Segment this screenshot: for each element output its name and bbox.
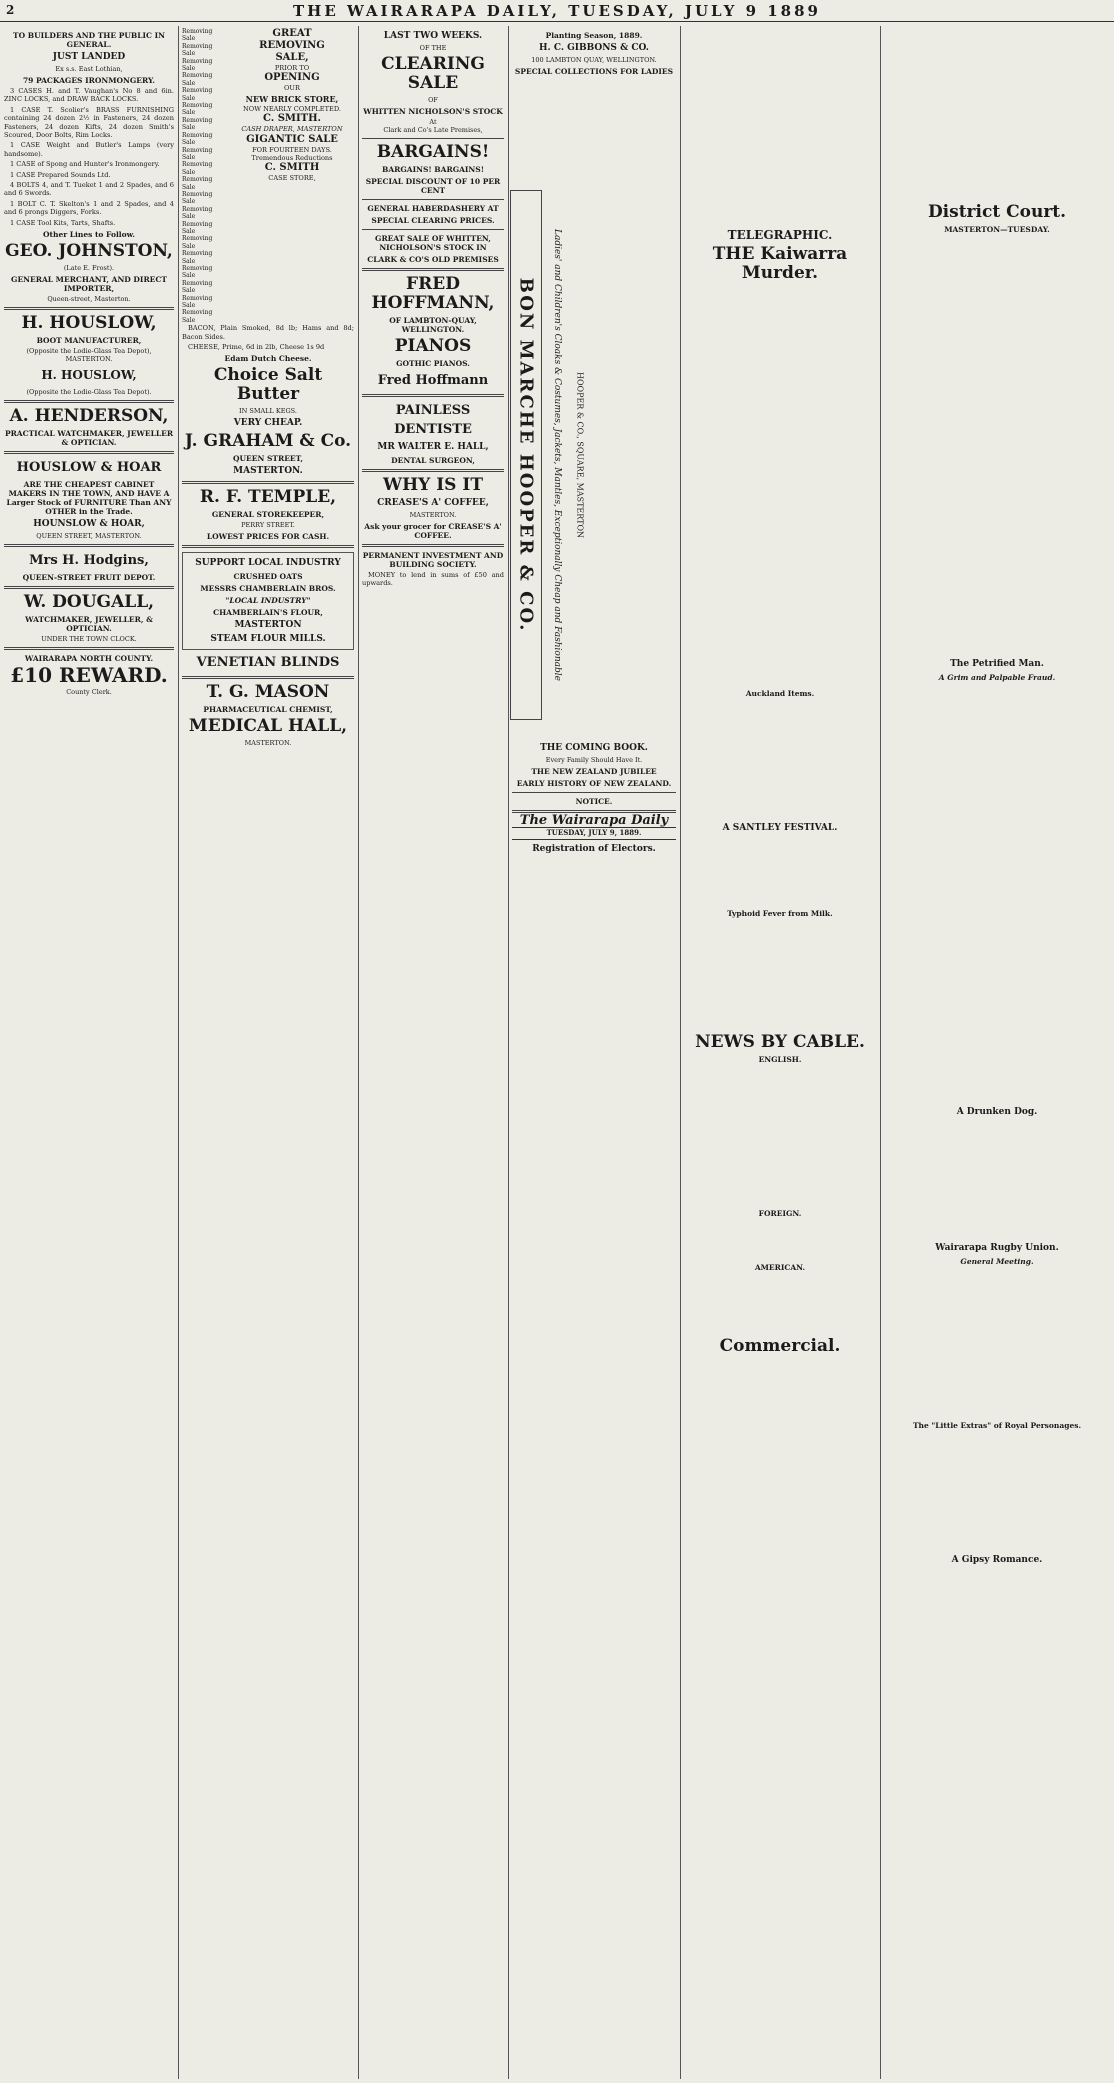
spacer <box>684 1066 876 1206</box>
list-item: Removing Sale <box>182 146 213 161</box>
list-item: 1 CASE T. Scolier's BRASS FURNISHING containing 24 dozen 2½ in Fasteners, 24 dozen Fasteners, 24 dozen Kifts, 24 dozen Smith's Scoured, Door Bolts, Rim Locks. <box>4 105 174 140</box>
bon-marche-address <box>570 190 590 720</box>
smith-label: C. SMITH. <box>262 113 322 125</box>
special-discount: SPECIAL DISCOUNT OF 10 PER CENT <box>365 177 501 195</box>
list-item: Removing Sale <box>182 102 213 117</box>
whitten-stock: WHITTEN NICHOLSON'S STOCK <box>363 107 503 116</box>
gibbons-location: 100 LAMBTON QUAY, WELLINGTON. <box>531 56 657 64</box>
spacer <box>884 684 1110 1104</box>
great-label: GREAT <box>272 28 312 39</box>
chamberlain-flour: CHAMBERLAIN'S FLOUR, <box>213 608 323 618</box>
spacer <box>684 1274 876 1334</box>
other-lines-heading: Other Lines to Follow. <box>43 230 135 240</box>
houslow-hoar-name: HOUSLOW & HOAR <box>16 460 162 476</box>
chamberlain-name: MESSRS CHAMBERLAIN BROS. <box>200 584 336 594</box>
spacer <box>884 1432 1110 1552</box>
tremendous-label: Tremendous Reductions <box>251 154 333 163</box>
divider <box>512 792 676 793</box>
divider <box>362 268 504 271</box>
smith-label-2: C. SMITH <box>264 162 320 174</box>
hall-name: MR WALTER E. HALL, <box>377 442 489 452</box>
why-is-it: WHY IS IT <box>383 475 483 495</box>
list-item: 1 BOLT C. T. Skelton's 1 and 2 Spades, and 4 and 6 prongs Diggers, Forks. <box>4 199 174 217</box>
bacon-line: BACON, Plain Smoked, 8d lb; Hams and 8d; Bacon Sides. <box>182 324 354 341</box>
gibbons-name: H. C. GIBBONS & CO. <box>539 43 649 53</box>
choice-butter: Choice Salt Butter <box>213 365 323 405</box>
every-family: Every Family Should Have It. <box>545 756 643 764</box>
medical-hall: MEDICAL HALL, <box>188 716 348 737</box>
henderson-name: A. HENDERSON, <box>9 406 169 427</box>
planting-season: Planting Season, 1889. <box>545 31 643 40</box>
divider <box>362 138 504 139</box>
removing-sale-block <box>182 28 354 324</box>
of-the: OF THE <box>419 44 447 52</box>
at-label: At <box>429 118 437 126</box>
houslow-location: (Opposite the Lodie-Glass Tea Depot), MASTERTON. <box>26 347 152 364</box>
graham-street: QUEEN STREET, <box>232 454 303 464</box>
houslow-trade: BOOT MANUFACTURER, <box>36 336 142 346</box>
list-item: Removing Sale <box>182 87 213 102</box>
small-kegs: IN SMALL KEGS. <box>239 407 297 416</box>
gigantic-label: GIGANTIC SALE <box>246 133 338 145</box>
list-item: Removing Sale <box>182 279 213 295</box>
hall-location: MASTERTON. <box>244 739 292 748</box>
list-item: Removing Sale <box>182 131 213 147</box>
editorial-date: TUESDAY, JULY 9, 1889. <box>512 827 676 839</box>
opening-label: OPENING <box>264 72 320 84</box>
jubilee: THE NEW ZEALAND JUBILEE <box>531 767 657 776</box>
district-court: District Court. <box>927 202 1067 222</box>
ask-grocer: Ask your grocer for CREASE'S A' COFFEE. <box>364 522 502 540</box>
of-label: OF <box>428 96 438 104</box>
cheese-line: CHEESE, Prime, 6d in 2lb, Cheese 1s 9d <box>188 343 325 352</box>
spacer <box>684 836 876 906</box>
mason-trade: PHARMACEUTICAL CHEMIST, <box>203 705 333 715</box>
list-item: Removing Sale <box>182 265 213 280</box>
divider <box>362 199 504 200</box>
new-brick-label: NEW BRICK STORE, <box>245 93 339 104</box>
typhoid-heading: Typhoid Fever from Milk. <box>727 909 833 918</box>
reward-heading: £10 REWARD. <box>10 663 168 688</box>
spacer <box>884 236 1110 656</box>
page-number: 2 <box>6 3 15 17</box>
telegraphic-heading: TELEGRAPHIC. <box>727 228 833 242</box>
packages-heading: 79 PACKAGES IRONMONGERY. <box>22 76 156 85</box>
our-label: OUR <box>284 84 300 93</box>
money-line: MONEY to lend in sums of £50 and upwards. <box>362 571 504 588</box>
bargains-heading: BARGAINS! <box>376 142 490 162</box>
masterton-label: MASTERTON. <box>409 511 457 519</box>
petrified-sub: A Grim and Palpable Fraud. <box>938 673 1056 682</box>
masthead-title: THE WAIRARAPA DAILY, TUESDAY, JULY 9 1889 <box>293 1 821 20</box>
very-cheap: VERY CHEAP. <box>233 418 303 429</box>
list-item: 1 CASE Prepared Sounds Ltd. <box>10 170 111 179</box>
commercial-heading: Commercial. <box>719 1336 841 1356</box>
column-1 <box>0 28 178 2077</box>
spacer <box>884 1268 1110 1418</box>
removing-sale-list <box>182 28 226 324</box>
graham-name: J. GRAHAM & Co. <box>184 431 352 452</box>
case-store-label: CASE STORE, <box>268 174 316 183</box>
houslow-hoar-location: QUEEN STREET, MASTERTON. <box>36 532 142 541</box>
creases-coffee: CREASE'S A' COFFEE, <box>377 498 489 508</box>
crushed-oats: CRUSHED OATS <box>233 572 303 582</box>
clearing-sale: CLEARING SALE <box>381 54 485 93</box>
mason-name: T. G. MASON <box>206 682 330 703</box>
registration-heading: Registration of Electors. <box>532 843 656 854</box>
spacer <box>684 286 876 686</box>
rugby-union: Wairarapa Rugby Union. <box>935 1243 1059 1253</box>
fred-sub: OF LAMBTON-QUAY, WELLINGTON. <box>389 316 477 334</box>
list-item: 1 CASE Weight and Butler's Lamps (very handsome). <box>4 141 174 158</box>
column-2 <box>178 28 358 2077</box>
list-item: Removing Sale <box>182 220 213 235</box>
dougall-sub: WATCHMAKER, JEWELLER, & OPTICIAN. <box>25 615 153 634</box>
now-label: NOW NEARLY COMPLETED. <box>243 104 341 113</box>
dougall-location: UNDER THE TOWN CLOCK. <box>41 635 137 644</box>
bon-marche-title: BON MARCHE HOOPER & CO. <box>515 277 537 633</box>
district-date: MASTERTON—TUESDAY. <box>944 225 1050 234</box>
divider <box>182 545 354 548</box>
great-sale: GREAT SALE OF WHITTEN, NICHOLSON'S STOCK IN <box>375 234 491 252</box>
houslow-hoar-name-2: HOUNSLOW & HOAR, <box>33 519 145 530</box>
bon-marche-sub <box>546 190 568 720</box>
divider <box>362 544 504 547</box>
johnston-location: Queen-street, Masterton. <box>47 295 131 304</box>
english-heading: ENGLISH. <box>758 1055 802 1064</box>
list-item: 1 CASE Tool Kits, Tarts, Shafts. <box>10 218 116 227</box>
list-item: Removing Sale <box>182 190 213 206</box>
auckland-heading: Auckland Items. <box>745 689 815 698</box>
county-clerk: County Clerk. <box>66 688 112 697</box>
permanent-society: PERMANENT INVESTMENT AND BUILDING SOCIETY. <box>362 551 504 569</box>
lowest-prices: LOWEST PRICES FOR CASH. <box>206 532 330 542</box>
list-item: Removing Sale <box>182 235 213 250</box>
column-5 <box>680 28 880 2077</box>
just-landed: JUST LANDED <box>52 52 126 62</box>
gipsy-romance: A Gipsy Romance. <box>951 1555 1043 1565</box>
hodgins-sub: QUEEN-STREET FRUIT DEPOT. <box>22 573 156 583</box>
coming-book: THE COMING BOOK. <box>540 743 648 753</box>
spacer <box>684 1220 876 1260</box>
editorial-masthead: The Wairarapa Daily <box>519 813 669 828</box>
column-3 <box>358 28 508 2077</box>
johnston-trade: GENERAL MERCHANT, AND DIRECT IMPORTER, <box>11 275 167 294</box>
spacer <box>684 920 876 1030</box>
clark-premises: Clark and Co's Late Premises, <box>383 126 483 134</box>
masterton-label: MASTERTON <box>234 620 302 631</box>
spacer <box>684 700 876 820</box>
foreign-heading: FOREIGN. <box>758 1209 802 1218</box>
removing-label: REMOVING <box>259 40 325 51</box>
venetian-blinds: VENETIAN BLINDS <box>196 655 340 671</box>
houslow-name: H. HOUSLOW, <box>21 313 157 334</box>
list-item: 1 CASE of Spong and Hunter's Ironmongery. <box>10 160 160 169</box>
steam-mills: STEAM FLOUR MILLS. <box>210 634 326 645</box>
support-heading: SUPPORT LOCAL INDUSTRY <box>195 558 341 569</box>
painless: PAINLESS DENTISTE <box>394 403 472 437</box>
bargains-line: BARGAINS! BARGAINS! <box>382 165 484 174</box>
spacer <box>884 1120 1110 1240</box>
kaiwarra-heading: THE Kaiwarra Murder. <box>712 244 848 283</box>
fred-name: FRED HOFFMANN, <box>371 274 495 313</box>
houslow-location-2: (Opposite the Lodie-Glass Tea Depot). <box>26 388 152 397</box>
union-sub: General Meeting. <box>960 1257 1034 1266</box>
divider <box>4 544 174 547</box>
special-prices: SPECIAL CLEARING PRICES. <box>371 216 495 225</box>
divider <box>4 647 174 650</box>
divider <box>182 481 354 484</box>
column-4-lower <box>508 740 680 2077</box>
santley-heading: A SANTLEY FESTIVAL. <box>722 823 838 833</box>
support-box <box>182 552 354 650</box>
list-item: Removing Sale <box>182 72 213 87</box>
dougall-name: W. DOUGALL, <box>23 592 155 613</box>
north-county: WAIRARAPA NORTH COUNTY. <box>24 654 154 664</box>
notice-heading: NOTICE. <box>575 797 613 806</box>
list-item: Removing Sale <box>182 161 213 176</box>
special-collections: SPECIAL COLLECTIONS FOR LADIES <box>514 67 674 76</box>
builders-heading: TO BUILDERS AND THE PUBLIC IN GENERAL. <box>13 31 165 49</box>
list-item: Removing Sale <box>182 205 213 221</box>
divider <box>4 307 174 310</box>
american-heading: AMERICAN. <box>754 1263 806 1272</box>
houslow-hoar-sub: ARE THE CHEAPEST CABINET MAKERS IN THE TOWN, AND HAVE A Larger Stock of FURNITURE Than ANY OTHER in the Trade. <box>6 480 172 517</box>
haberdashery: GENERAL HABERDASHERY AT <box>367 204 499 213</box>
hodgins-name: Mrs H. Hodgins, <box>29 553 149 569</box>
list-item: Removing Sale <box>182 176 213 191</box>
divider <box>362 229 504 230</box>
temple-trade: GENERAL STOREKEEPER, <box>211 510 325 520</box>
johnston-sub: (Late E. Frost). <box>63 264 115 273</box>
fred-name-2: Fred Hoffmann <box>377 373 489 388</box>
houslow-name-2: H. HOUSLOW, <box>41 368 137 383</box>
divider <box>4 451 174 454</box>
news-by-cable: NEWS BY CABLE. <box>695 1032 865 1052</box>
column-6 <box>880 28 1114 2077</box>
pianos: PIANOS <box>394 336 472 356</box>
divider <box>362 394 504 397</box>
graham-town: MASTERTON. <box>233 466 303 477</box>
divider <box>4 400 174 403</box>
list-item: Removing Sale <box>182 116 213 132</box>
list-item: Removing Sale <box>182 42 213 58</box>
clark-old: CLARK & CO'S OLD PREMISES <box>367 255 499 264</box>
prior-label: PRIOR TO <box>274 64 310 72</box>
hall-trade: DENTAL SURGEON, <box>391 456 475 465</box>
list-item: Removing Sale <box>182 250 213 265</box>
divider <box>4 586 174 589</box>
list-item: Removing Sale <box>182 57 213 73</box>
gothic-pianos: GOTHIC PIANOS. <box>396 359 470 368</box>
masthead <box>0 0 1114 22</box>
edam-heading: Edam Dutch Cheese. <box>224 354 312 364</box>
bon-marche-banner <box>510 190 542 720</box>
list-item: Removing Sale <box>182 309 213 324</box>
local-industry: "LOCAL INDUSTRY" <box>225 596 311 606</box>
last-two-weeks: LAST TWO WEEKS. <box>383 31 483 41</box>
list-item: 4 BOLTS 4, and T. Tueket 1 and 2 Spades, and 6 and 6 Swords. <box>4 181 174 198</box>
removing-sale-side <box>230 28 354 324</box>
fourteen-label: FOR FOURTEEN DAYS. <box>252 145 332 154</box>
ship-name: Ex s.s. East Lothian, <box>55 65 123 73</box>
early-history: EARLY HISTORY OF NEW ZEALAND. <box>516 779 672 788</box>
list-item: 3 CASES H. and T. Vaughan's No 8 and 6in. ZINC LOCKS, and DRAW BACK LOCKS. <box>4 87 174 104</box>
petrified-heading: The Petrified Man. <box>950 659 1044 669</box>
henderson-trade: PRACTICAL WATCHMAKER, JEWELLER & OPTICIAN. <box>4 429 174 448</box>
little-extras: The "Little Extras" of Royal Personages. <box>912 1421 1082 1430</box>
temple-location: PERRY STREET. <box>241 521 295 530</box>
bon-marche-description: Ladies' and Children's Cloaks & Costumes, Jackets, Mantles, Exceptionally Cheap and Fashionable <box>552 229 562 681</box>
list-item: Removing Sale <box>182 28 213 43</box>
divider <box>362 469 504 472</box>
drunken-dog: A Drunken Dog. <box>956 1107 1038 1117</box>
list-item: Removing Sale <box>182 294 213 310</box>
johnston-name: GEO. JOHNSTON, <box>5 241 173 262</box>
bon-marche-address-text: HOOPER & CO., SQUARE, MASTERTON <box>575 371 585 539</box>
divider <box>182 676 354 679</box>
cash-draper-label: CASH DRAPER, MASTERTON <box>241 125 343 134</box>
temple-name: R. F. TEMPLE, <box>199 487 337 508</box>
sale-label: SALE, <box>275 52 309 63</box>
